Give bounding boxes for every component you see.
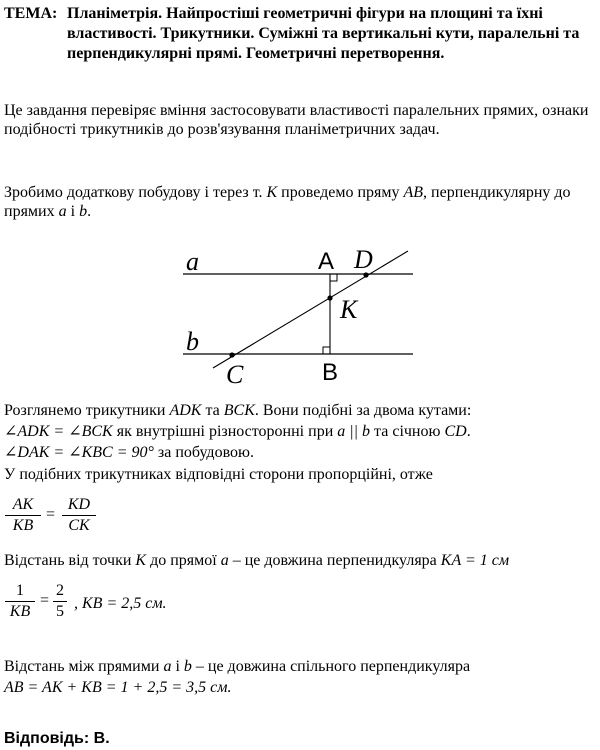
- text: та: [201, 402, 224, 419]
- text: Відстань від точки: [4, 552, 136, 569]
- line-b-ref: b: [79, 203, 88, 220]
- label-point-d: D: [354, 245, 373, 274]
- fraction-1-kb: [5, 582, 35, 621]
- triangle-bck: BCK: [223, 402, 255, 419]
- topic-title: Планіметрія. Найпростіші геометричні фігури на площині та їхні властивості. Трикутники. Суміжні та вертикальні кути, паралельні та перпендикулярні прямі. Геометричні перетворення.: [67, 5, 580, 62]
- solution-line-5: [4, 551, 509, 570]
- secant-cd-ref: CD: [444, 423, 467, 440]
- point-k-ref: K: [266, 184, 278, 201]
- solution-line-4: У подібних трикутниках відповідні сторони пропорційні, отже: [4, 466, 433, 483]
- construction-text: .: [87, 203, 92, 220]
- text: до прямої: [146, 552, 221, 569]
- right-angle-mark-a: [330, 274, 337, 281]
- numerator: AK: [12, 496, 34, 513]
- solution-line-6: [4, 657, 470, 676]
- label-point-a: A: [318, 248, 335, 275]
- fraction-bar: [5, 515, 41, 516]
- fraction-kd-ck: [62, 496, 96, 535]
- solution-line-3: [4, 443, 254, 462]
- denominator: 5: [56, 603, 64, 620]
- construction-text: і: [66, 203, 80, 220]
- label-line-b: b: [186, 327, 199, 356]
- line-a-ref: a: [163, 658, 172, 675]
- text: за побудовою.: [153, 444, 254, 461]
- point-k-ref: K: [135, 552, 147, 569]
- fraction-bar: [5, 601, 35, 602]
- triangle-adk: ADK: [169, 402, 202, 419]
- line-a-ref: a: [58, 203, 67, 220]
- text: Розглянемо трикутники: [4, 402, 170, 419]
- label-line-a: a: [186, 247, 199, 276]
- segment-ab-ref: AB: [403, 184, 424, 201]
- numerator: 1: [16, 582, 24, 599]
- angle-equality: ∠ADK = ∠BCK: [4, 423, 113, 440]
- construction-text: Зробимо додаткову побудову і терез т.: [4, 184, 267, 201]
- solution-line-1: [4, 401, 471, 420]
- line-b-ref: b: [183, 658, 192, 675]
- kb-result: , KB = 2,5 см.: [74, 595, 167, 612]
- point-k-dot: [327, 295, 332, 300]
- numerator: 2: [56, 582, 64, 599]
- line-a-ref: a: [220, 552, 229, 569]
- text: і: [171, 658, 184, 675]
- construction-text: проведемо пряму: [277, 184, 404, 201]
- construction-text: , перпендикулярну до прямих: [4, 184, 571, 220]
- equals-sign: =: [40, 592, 50, 609]
- equals-sign: =: [46, 506, 56, 523]
- ab-result: AB = AK + KB = 1 + 2,5 = 3,5 см.: [4, 679, 232, 696]
- label-point-k: K: [340, 295, 358, 324]
- fraction-bar: [53, 601, 67, 602]
- label-point-b: B: [322, 359, 339, 386]
- text: як внутрішні різносторонні при: [112, 423, 338, 440]
- intro-paragraph: Це завдання перевіряє вміння застосовувати властивості паралельних прямих, ознаки подібності трикутників до розв'язування планіметричних задач.: [4, 102, 589, 138]
- solution-line-2: [4, 422, 471, 441]
- text: . Вони подібні за двома кутами:: [254, 402, 472, 419]
- denominator: KB: [12, 517, 34, 534]
- fraction-bar: [62, 515, 96, 516]
- answer: Відповідь: В.: [4, 730, 110, 747]
- fraction-2-5: [53, 582, 67, 621]
- topic-label: ТЕМА:: [4, 5, 58, 22]
- numerator: KD: [67, 496, 91, 513]
- text: та січною: [370, 423, 445, 440]
- text: – це довжина спільного перпендикуляра: [191, 658, 471, 675]
- text: .: [466, 423, 471, 440]
- fraction-ak-kb: [5, 496, 41, 535]
- label-point-c: C: [226, 360, 244, 389]
- secant-cd: [213, 251, 408, 368]
- right-angle-equality: ∠DAK = ∠KBC = 90°: [4, 444, 154, 461]
- text: Відстань між прямими: [4, 658, 164, 675]
- denominator: KB: [9, 603, 31, 620]
- ka-value: KA = 1 см: [440, 552, 510, 569]
- point-c-dot: [229, 352, 234, 357]
- right-angle-mark-b: [323, 347, 330, 354]
- text: – це довжина перпенидкуляра: [228, 552, 441, 569]
- denominator: CK: [68, 517, 90, 534]
- parallel-notation: a || b: [337, 423, 371, 440]
